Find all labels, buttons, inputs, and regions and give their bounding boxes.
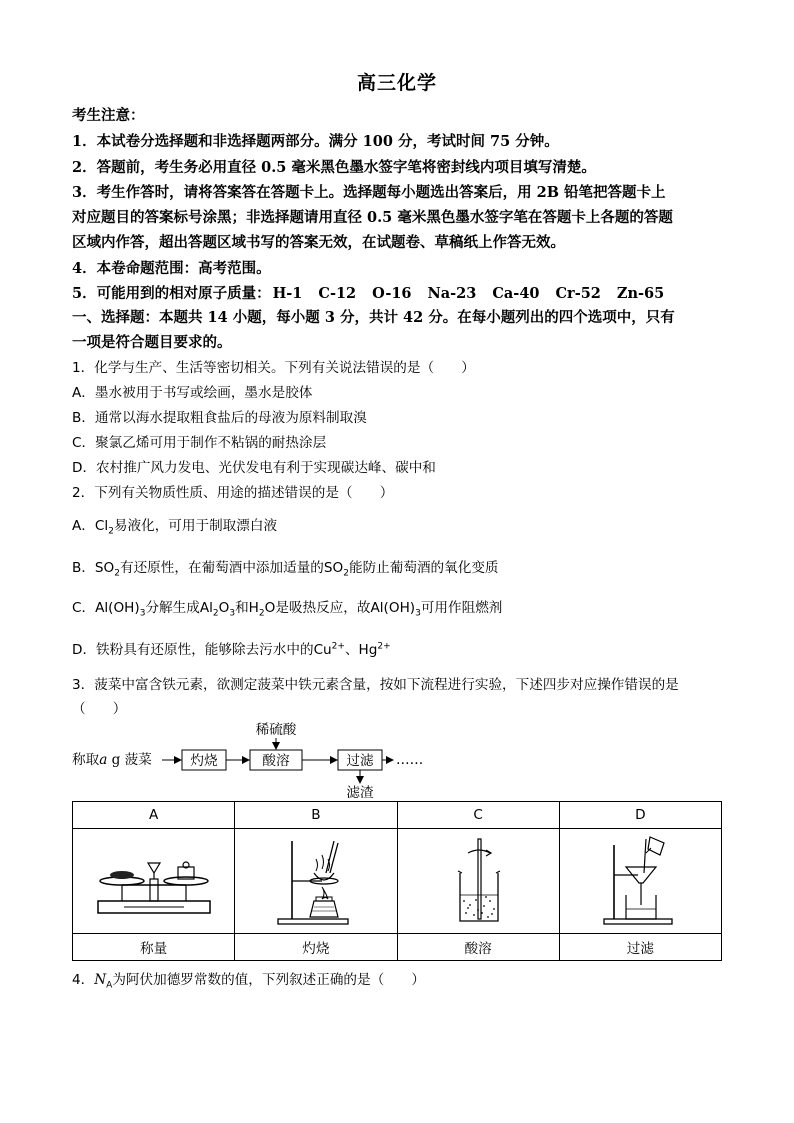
formula: Cu xyxy=(313,642,332,658)
question-number: 4． xyxy=(72,972,95,988)
notice-item-3-cont2: 区域内作答，超出答题区域书写的答案无效，在试题卷、草稿纸上作答无效。 xyxy=(72,234,565,251)
notice-item-3-cont: 对应题目的答案标号涂黑；非选择题请用直径 0.5 毫米黑色墨水签字笔在答题卡上各题的答题 xyxy=(72,209,673,226)
notice-item-1: 1．本试卷分选择题和非选择题两部分。满分 100 分，考试时间 75 分钟。 xyxy=(72,133,559,150)
flow-box-ignite-label: 灼烧 xyxy=(190,753,218,769)
separator: 、 xyxy=(344,642,359,658)
option-text: 是吸热反应，故 xyxy=(275,600,371,616)
option-label: B． xyxy=(72,560,95,576)
atom-mass: O-16 xyxy=(372,285,412,302)
option-text: 易液化，可用于制取漂白液 xyxy=(113,518,278,534)
notice-item-2: 2．答题前，考生务必用直径 0.5 毫米黑色墨水签字笔将密封线内项目填写清楚。 xyxy=(72,159,596,176)
atom-mass: C-12 xyxy=(318,285,357,302)
question-text: 为阿伏加德罗常数的值，下列叙述正确的是（ ） xyxy=(112,972,425,988)
question-1-option-d: D．农村推广风力发电、光伏发电有利于实现碳达峰、碳中和 xyxy=(72,460,436,476)
formula: Al(OH) xyxy=(95,600,140,616)
atom-mass: Ca-40 xyxy=(492,285,540,302)
table-header-b: B xyxy=(235,802,397,829)
table-label-a: 称量 xyxy=(73,934,235,961)
subscript: 2 xyxy=(212,608,219,619)
subscript: 3 xyxy=(139,608,146,619)
question-2-option-b xyxy=(72,556,499,579)
notice-heading: 考生注意： xyxy=(72,107,145,124)
question-1-option-a: A．墨水被用于书写或绘画，墨水是胶体 xyxy=(72,385,313,401)
formula: Al xyxy=(199,600,213,616)
flow-residue-label: 滤渣 xyxy=(346,785,374,801)
crucible-ignition-icon xyxy=(256,835,376,927)
filtration-setup-icon xyxy=(580,835,700,927)
atoms-label: 5．可能用到的相对原子质量： xyxy=(72,285,271,302)
beaker-stirring-icon xyxy=(418,835,538,927)
formula: SO xyxy=(323,560,344,576)
flow-reagent-label: 稀硫酸 xyxy=(255,722,297,738)
atom-mass: Zn-65 xyxy=(616,285,665,302)
notice-item-5 xyxy=(72,282,680,303)
flow-box-filter-label: 过滤 xyxy=(346,753,374,769)
table-header-row xyxy=(73,802,722,829)
option-label: A． xyxy=(72,518,95,534)
table-cell-image-b xyxy=(235,829,397,934)
atom-mass: H-1 xyxy=(272,285,303,302)
formula: O xyxy=(218,600,230,616)
question-2-stem: 2．下列有关物质性质、用途的描述错误的是（ ） xyxy=(72,485,394,501)
atom-mass: Cr-52 xyxy=(555,285,601,302)
table-cell-image-d xyxy=(559,829,721,934)
section-heading-cont: 一项是符合题目要求的。 xyxy=(72,334,232,351)
table-header-c: C xyxy=(397,802,559,829)
variable: N xyxy=(94,972,107,988)
formula: Al(OH) xyxy=(370,600,416,616)
table-label-d: 过滤 xyxy=(559,934,721,961)
table-cell-image-c xyxy=(397,829,559,934)
subscript: 3 xyxy=(229,608,236,619)
formula: SO xyxy=(94,560,115,576)
formula: H xyxy=(248,600,259,616)
option-text: 能防止葡萄酒的氧化变质 xyxy=(348,560,499,576)
question-2-option-c xyxy=(72,596,502,619)
atom-mass: Na-23 xyxy=(427,285,477,302)
question-3-stem: 3．菠菜中富含铁元素，欲测定菠菜中铁元素含量，按如下流程进行实验，下述四步对应操作错误的是 xyxy=(72,677,679,693)
option-text: 有还原性，在葡萄酒中添加适量的 xyxy=(120,560,324,576)
flow-start-label: 称取a g 菠菜 xyxy=(72,752,152,768)
notice-item-4: 4．本卷命题范围：高考范围。 xyxy=(72,260,271,277)
option-text: 和 xyxy=(235,600,249,616)
balance-scale-icon xyxy=(94,841,214,921)
subscript: 2 xyxy=(258,608,265,619)
question-3-stem-cont: （ ） xyxy=(72,701,127,717)
page-title: 高三化学 xyxy=(356,72,437,94)
formula: O xyxy=(264,600,276,616)
flow-ellipsis: …… xyxy=(396,752,424,768)
flow-box-dissolve-label: 酸溶 xyxy=(262,753,290,769)
notice-item-3: 3．考生作答时，请将答案答在答题卡上。选择题每小题选出答案后，用 2B 铅笔把答题卡上 xyxy=(72,184,666,201)
table-label-row xyxy=(73,934,722,961)
table-header-d: D xyxy=(559,802,721,829)
apparatus-table xyxy=(72,801,722,961)
option-text: D．铁粉具有还原性，能够除去污水中的 xyxy=(72,642,314,658)
option-text: 可用作阻燃剂 xyxy=(420,600,503,616)
table-image-row xyxy=(73,829,722,934)
option-text: 分解生成 xyxy=(145,600,200,616)
formula: Cl xyxy=(94,518,109,534)
formula: Hg xyxy=(358,642,378,658)
section-heading: 一、选择题：本题共 14 小题，每小题 3 分，共计 42 分。在每小题列出的四个选项中，只有 xyxy=(72,309,675,326)
table-cell-image-a xyxy=(73,829,235,934)
option-label: C． xyxy=(72,600,96,616)
table-label-c: 酸溶 xyxy=(397,934,559,961)
question-2-option-d xyxy=(72,638,391,658)
question-1-option-b: B．通常以海水提取粗食盐后的母液为原料制取溴 xyxy=(72,410,367,426)
question-4-stem xyxy=(72,968,425,991)
table-label-b: 灼烧 xyxy=(235,934,397,961)
subscript: 3 xyxy=(415,608,421,619)
question-1-stem: 1．化学与生产、生活等密切相关。下列有关说法错误的是（ ） xyxy=(72,360,475,376)
subscript: A xyxy=(106,980,113,991)
subscript: 2 xyxy=(114,568,120,579)
question-2-option-a xyxy=(72,514,277,537)
superscript: 2+ xyxy=(331,641,345,652)
table-header-a: A xyxy=(73,802,235,829)
subscript: 2 xyxy=(108,526,114,537)
superscript: 2+ xyxy=(377,641,391,652)
subscript: 2 xyxy=(343,568,349,579)
question-1-option-c: C．聚氯乙烯可用于制作不粘锅的耐热涂层 xyxy=(72,435,327,451)
